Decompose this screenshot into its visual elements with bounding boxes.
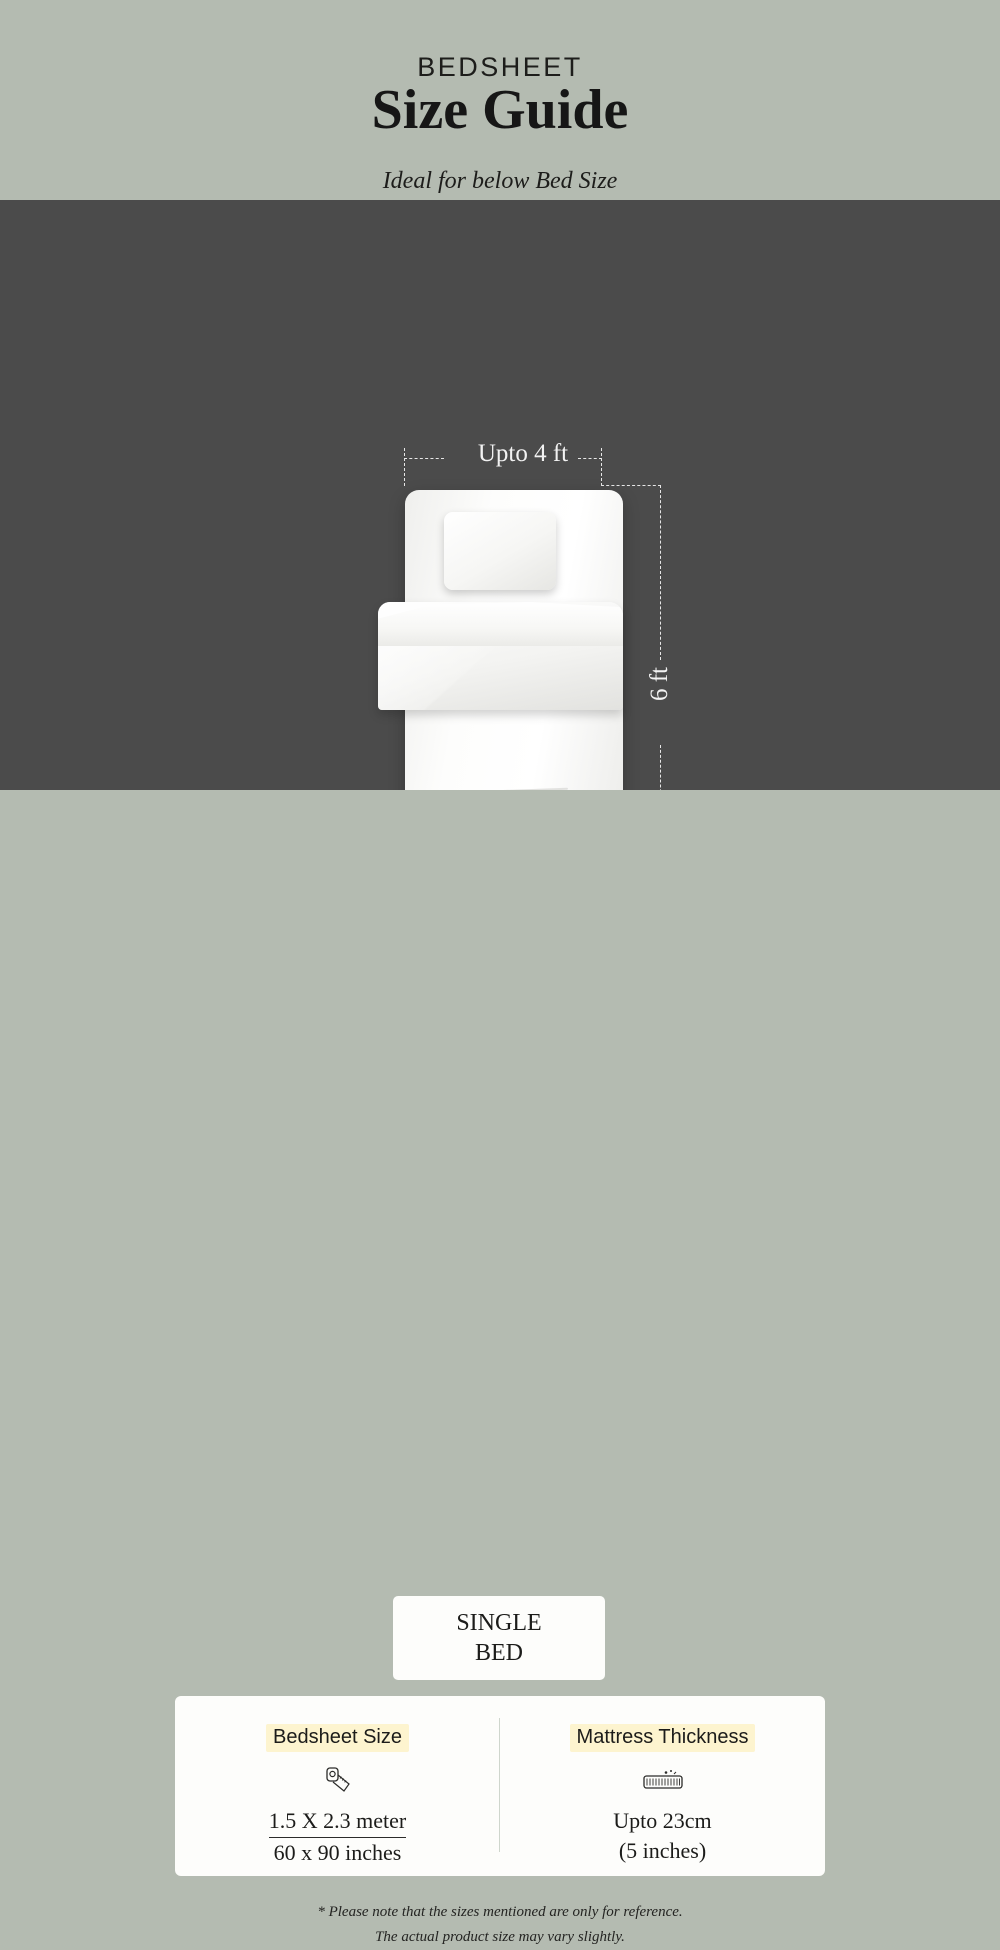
spec-bedsheet-size (175, 1696, 500, 1876)
spec-mattress-thickness (500, 1696, 825, 1876)
bed-type-card (393, 1596, 605, 1680)
details-section (0, 790, 1000, 1945)
header (0, 0, 1000, 200)
spec-value (269, 1806, 406, 1867)
footnote-line-1: * Please note that the sizes mentioned are only for reference. (317, 1904, 683, 1920)
width-tick-left (404, 448, 405, 486)
footnote (0, 1900, 1000, 1950)
height-tick-lower (660, 745, 661, 790)
footnote-line-2: The actual product size may vary slightly. (375, 1928, 625, 1945)
width-line-right (578, 458, 602, 459)
mattress-icon (641, 1766, 685, 1796)
pillow-shape (444, 512, 556, 590)
spec-value-metric: Upto 23cm (613, 1808, 712, 1833)
height-dimension-label: 6 ft (646, 666, 673, 702)
spec-value-imperial: 60 x 90 inches (273, 1839, 402, 1865)
bed-diagram-panel (0, 200, 1000, 790)
height-tick-upper (660, 485, 661, 660)
single-bed-illustration (378, 490, 616, 790)
height-line-top (601, 485, 661, 486)
bed-type-line-2: BED (475, 1640, 523, 1666)
spec-heading: Mattress Thickness (570, 1724, 756, 1752)
header-subtitle: Ideal for below Bed Size (382, 168, 618, 194)
page-title: Size Guide (371, 79, 629, 141)
specs-card (175, 1696, 825, 1876)
spec-value-imperial: (5 inches) (618, 1837, 707, 1863)
spec-value-metric: 1.5 X 2.3 meter (269, 1806, 406, 1838)
spec-value (613, 1806, 711, 1865)
width-tick-right (601, 448, 602, 486)
bed-type-line-1: SINGLE (456, 1610, 542, 1636)
measuring-tape-icon (322, 1766, 354, 1796)
width-dimension-label: Upto 4 ft (477, 440, 569, 467)
header-eyebrow: BEDSHEET (417, 52, 583, 82)
spec-heading: Bedsheet Size (266, 1724, 409, 1752)
